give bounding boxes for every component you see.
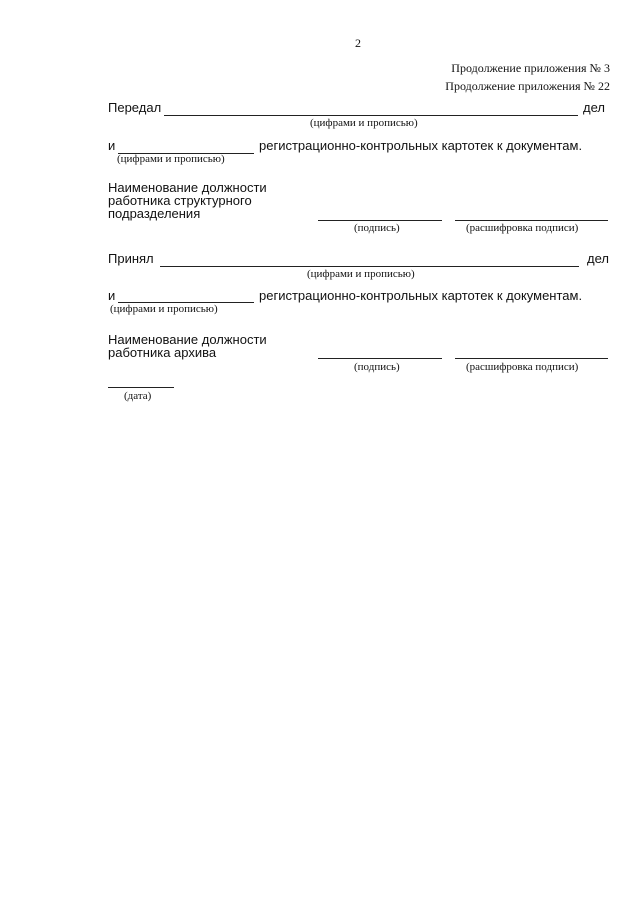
transferred-position-line-2: работника структурного (108, 193, 252, 208)
transferred-unit-label: дел (583, 100, 605, 115)
received-label: Принял (108, 251, 154, 266)
transferred-position-line-3: подразделения (108, 206, 201, 221)
transferred-cards-text: регистрационно-контрольных картотек к документам. (259, 138, 583, 153)
transferred-decryption-hint: (расшифровка подписи) (466, 222, 579, 234)
received-digits-hint: (цифрами и прописью) (307, 268, 415, 280)
received-decryption-blank[interactable] (455, 358, 608, 359)
page-number: 2 (355, 36, 361, 50)
transferred-signature-blank[interactable] (318, 220, 442, 221)
date-blank[interactable] (108, 387, 174, 388)
transferred-signature-hint: (подпись) (354, 222, 400, 234)
received-position-line-1: Наименование должности (108, 332, 267, 347)
transferred-cards-digits-hint: (цифрами и прописью) (117, 153, 225, 165)
transferred-digits-hint: (цифрами и прописью) (310, 117, 418, 129)
transferred-label: Передал (108, 100, 162, 115)
transferred-count-blank[interactable] (164, 115, 578, 116)
received-signature-hint: (подпись) (354, 361, 400, 373)
date-hint: (дата) (124, 390, 152, 402)
transferred-and-label: и (108, 138, 116, 153)
received-decryption-hint: (расшифровка подписи) (466, 361, 579, 373)
received-cards-digits-hint: (цифрами и прописью) (110, 303, 218, 315)
received-unit-label: дел (587, 251, 609, 266)
received-signature-blank[interactable] (318, 358, 442, 359)
appendix-header-line-2: Продолжение приложения № 22 (445, 79, 610, 93)
received-position-line-2: работника архива (108, 345, 217, 360)
transferred-position-line-1: Наименование должности (108, 180, 267, 195)
received-count-blank[interactable] (160, 266, 579, 267)
received-cards-text: регистрационно-контрольных картотек к документам. (259, 288, 583, 303)
transferred-decryption-blank[interactable] (455, 220, 608, 221)
appendix-header-line-1: Продолжение приложения № 3 (451, 61, 610, 75)
received-and-label: и (108, 288, 116, 303)
